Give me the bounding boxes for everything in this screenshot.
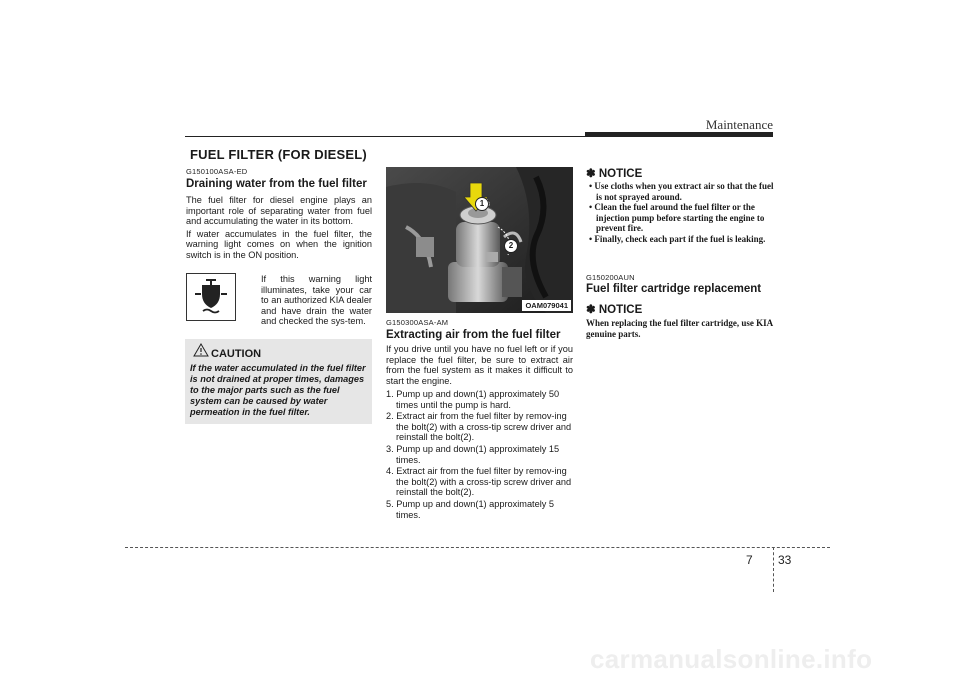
watermark: carmanualsonline.info	[590, 644, 873, 674]
section-code: G150200AUN	[586, 273, 635, 282]
list-item: 5. Pump up and down(1) approximately 5 times.	[386, 498, 555, 520]
list-item: 2. Extract air from the fuel filter by remov-ing the bolt(2) with a cross-tip screw driver and reinstall the bolt(2).	[386, 411, 572, 443]
water-in-fuel-warning-icon	[186, 273, 236, 321]
main-title: FUEL FILTER (FOR DIESEL)	[190, 147, 367, 162]
chapter-number: 7	[746, 553, 753, 567]
caution-text: If the water accumulated in the fuel filter is not drained at proper times, damages to the major parts such as the fuel system can be caused by water permeation in the fuel filter.	[190, 363, 366, 417]
list-item: 3. Pump up and down(1) approximately 15 times.	[386, 443, 560, 465]
paragraph: If water accumulates in the fuel filter, the warning light comes on when the ignition switch is in the ON position.	[186, 228, 372, 260]
paragraph: The fuel filter for diesel engine plays an important role of separating water from fuel and accumulating the water in its bottom.	[186, 195, 372, 227]
footer-dash-line	[125, 547, 830, 548]
section-code: G150300ASA-AM	[386, 318, 449, 327]
steps-list	[386, 389, 573, 521]
list-item: 4. Extract air from the fuel filter by remov-ing the bolt(2) with a cross-tip screw driver and reinstall the bolt(2).	[386, 466, 572, 498]
notice-body: When replacing the fuel filter cartridge, use KIA genuine parts.	[586, 318, 773, 339]
warning-light-text: If this warning light illuminates, take your car to an authorized KIA dealer and have drain the water and checked the sys-tem.	[261, 274, 372, 327]
list-item: • Finally, check each part if the fuel is leaking.	[589, 233, 766, 244]
list-item: • Use cloths when you extract air so that the fuel is not sprayed around.	[589, 181, 774, 202]
caution-box	[185, 339, 372, 424]
notice-body	[586, 181, 774, 245]
footer-dash-vertical	[773, 547, 774, 592]
caution-title: CAUTION	[211, 348, 262, 360]
section-code: G150100ASA-ED	[186, 167, 248, 176]
body-text	[186, 195, 372, 263]
section-heading: Fuel filter cartridge replacement	[586, 283, 762, 295]
list-item: • Clean the fuel around the fuel filter or the injection pump before starting the engine to prevent fire.	[589, 202, 765, 234]
callout-1: 1	[475, 197, 489, 211]
notice-title: ✽ NOTICE	[586, 304, 643, 316]
body-text: If you drive until you have no fuel left or if you replace the fuel filter, be sure to extract air from the fuel system as it makes it difficult to start the engine.	[386, 344, 573, 386]
section-label: Maintenance	[705, 117, 773, 132]
callout-2: 2	[504, 239, 518, 253]
list-item: 1. Pump up and down(1) approximately 50 times until the pump is hard.	[386, 389, 560, 410]
fuel-filter-photo	[386, 167, 573, 313]
photo-label: OAM079041	[522, 300, 571, 311]
section-heading: Draining water from the fuel filter	[186, 178, 367, 190]
header-rule-accent	[585, 132, 773, 136]
page-number: 33	[778, 553, 792, 567]
notice-title: ✽ NOTICE	[586, 168, 643, 180]
warning-triangle-icon	[193, 343, 209, 362]
header-rule	[185, 136, 773, 137]
section-heading: Extracting air from the fuel filter	[386, 329, 561, 341]
